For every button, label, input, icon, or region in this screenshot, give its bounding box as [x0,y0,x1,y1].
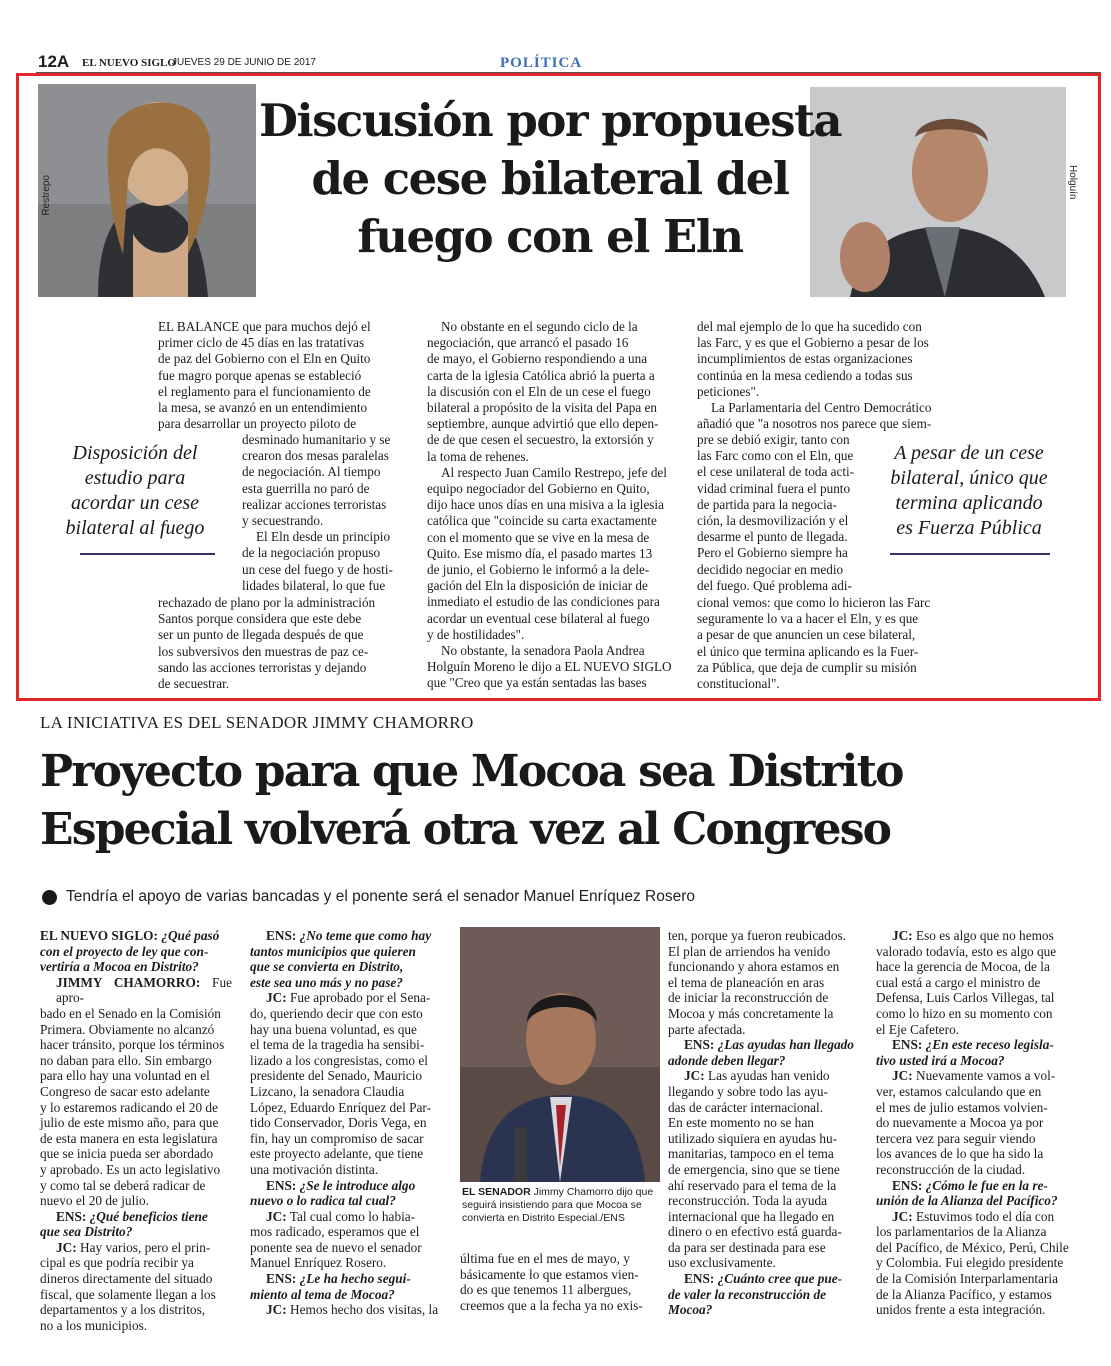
answer-line: el tema de planeación en aras [668,974,825,990]
restrepo-photo [38,84,256,297]
issue-date: JUEVES 29 DE JUNIO DE 2017 [172,57,316,68]
text-line: la toma de rehenes. [427,448,529,464]
speaker: JC: [56,1239,77,1255]
question-line: ¿Las ayudas han llegado [714,1037,854,1053]
answer-line: Congreso de sacar esto adelante [40,1083,210,1099]
question-line: con el proyecto de ley que con- [40,943,209,959]
answer-line: tido Conservador, Doris Vega, en [250,1115,427,1131]
answer-line: fiscal, que solamente llegan a los [40,1286,216,1302]
chamorro-photo-caption [462,1186,660,1225]
answer-line: reconstrucción. Toda la ayuda [668,1193,828,1209]
answer-line: los avances de lo que ha sido la [876,1146,1044,1162]
answer-line: no daban para ello. Sin embargo [40,1052,212,1068]
story2-col1 [40,928,232,1333]
answer-line: de la Alianza Pacífico, y estamos [876,1286,1052,1302]
answer-line: fin, hay un compromiso de sacar [250,1130,424,1146]
pull-line: Disposición del [72,442,198,464]
text-line: católica que "coincide su carta exactamente [427,513,657,529]
text-line: No obstante en el segundo ciclo de la [441,319,638,334]
text-line: ser un punto de llegada después de que [158,627,364,643]
text-line: a pesar de que anuncien un cese bilateral, [697,627,916,643]
answer-line: reconstrucción de la ciudad. [876,1161,1026,1177]
caption-text: Jimmy Chamorro dijo que seguirá insistiendo para que Mocoa se convierta en Distrito Especial./ENS [462,1186,654,1224]
text-line: incumplimientos de estas organizaciones [697,351,913,367]
text-line: el cese unilateral de toda acti- [697,464,855,480]
answer-line: última fue en el mes de mayo, y [460,1251,630,1266]
speaker: JC: [266,1302,287,1318]
question-line: de valer la reconstrucción de [668,1286,827,1302]
answer-line: funcionando y ahora estamos en [668,959,840,975]
text-line: inmediato el estudio de las condiciones para [427,594,660,610]
question-line: vertiría a Mocoa en Distrito? [40,959,199,975]
text-line: cional vemos: que como lo hicieron las Farc [697,595,931,610]
text-line: continúa en la mesa cediendo a todas sus [697,367,913,383]
text-line: El Eln desde un principio [256,529,391,545]
answer-line: ten, porque ya fueron reubicados. [668,928,846,943]
text-line: Quito. Ese mismo día, el pasado martes 13 [427,545,653,561]
answer-line: Nuevamente vamos a vol- [912,1068,1056,1084]
question-line: que se convierta en Distrito, [250,959,404,975]
answer-line: presidente del Senado, Mauricio [250,1068,423,1084]
question-line: miento al tema de Mocoa? [250,1286,395,1302]
text-line: las Farc, y es que el Gobierno a pesar de los [697,335,929,351]
story2-kicker: LA INICIATIVA ES DEL SENADOR JIMMY CHAMORRO [40,713,474,732]
text-line: la discusión con el Eln de un cese el fuego [427,383,651,399]
speaker: ENS: [56,1208,87,1224]
answer-line: hace la gerencia de Mocoa, de la [876,959,1050,975]
restrepo-caption: Restrepo [41,175,52,216]
speaker: JC: [266,1208,287,1224]
answer-line: Fue apro- [56,974,232,1006]
answer-line: Hay varios, pero el prin- [76,1239,211,1255]
answer-line: do, queriendo decir que con esto [250,1005,423,1021]
text-line: para desarrollar un proyecto piloto de [158,416,357,432]
answer-line: valorado todavía, esto es algo que [876,943,1057,959]
answer-line: internacional que ha llegado en [668,1208,835,1224]
text-line: de partida para la negocia- [697,496,837,512]
story2-col5 [876,928,1070,1318]
text-line: Pero el Gobierno siempre ha [697,545,848,561]
answer-line: que se inicia pueda ser abordado [40,1146,214,1162]
text-line: Al respecto Juan Camilo Restrepo, jefe del [441,464,667,480]
text-line: realizar acciones terroristas [242,496,387,512]
story1-col3-top [697,319,949,432]
answer-line: Las ayudas han venido [704,1068,830,1084]
answer-line: llegando y sobre todo las ayu- [668,1083,828,1099]
text-line: de negociación. Al tiempo [242,464,381,480]
speaker: JC: [892,928,913,943]
answer-line: el mes de julio estamos volvien- [876,1099,1048,1115]
answer-line: mos radicado, esperamos que el [250,1224,420,1240]
answer-line: el tema de la tragedia ha sensibi- [250,1037,425,1053]
section-name: POLÍTICA [500,55,583,71]
story2-col3-bottom [460,1251,660,1313]
question-line: tivo usted irá a Mocoa? [876,1052,1005,1068]
speaker: ENS: [892,1177,923,1193]
text-line: de junio, el Gobierno le informó a la dele- [427,562,650,578]
answer-line: del Pacífico, de México, Perú, Chile [876,1239,1069,1255]
newspaper-name: EL NUEVO SIGLO [82,57,176,69]
text-line: de paz del Gobierno con el Eln en Quito [158,351,371,367]
text-line: desarme el punto de llegada. [697,529,848,545]
text-line: primer ciclo de 45 días en las tratativas [158,335,365,351]
text-line: de de que cesen el secuestro, la extorsión y [427,432,654,448]
text-line: ción, la desmovilización y el [697,513,849,529]
text-line: de mayo, el Gobierno respondiendo a una [427,351,648,367]
answer-line: Manuel Enríquez Rosero. [250,1255,387,1271]
speaker: JC: [892,1208,913,1224]
text-line: Santos porque considera que este debe [158,611,362,627]
pull-rule-right [890,553,1050,555]
text-line: seguramente lo va a hacer el Eln, y es que [697,611,919,627]
text-line: las Farc como con el Eln, que [697,448,854,464]
text-line: crearon dos mesas paralelas [242,448,389,464]
text-line: del mal ejemplo de lo que ha sucedido con [697,319,922,334]
answer-line: los parlamentarios de la Alianza [876,1224,1047,1240]
question-line: ¿Cuánto cree que pue- [714,1271,843,1287]
story2-subtitle: Tendría el apoyo de varias bancadas y el ponente será el senador Manuel Enríquez Rosero [66,888,696,905]
answer-line: como lo hizo en su momento con [876,1005,1053,1021]
speaker: ENS: [684,1037,715,1053]
answer-line: el Eje Cafetero. [876,1021,960,1037]
text-line: La Parlamentaria del Centro Democrático [711,400,932,416]
text-line: acordar un eventual cese bilateral al fuego [427,610,650,626]
story1-col2 [427,319,678,692]
answer-line: unidos frente a esta integración. [876,1302,1046,1318]
text-line: el único que termina aplicando es la Fuer- [697,643,919,659]
text-line: del fuego. Qué problema adi- [697,577,852,593]
bullet-icon [42,890,57,905]
answer-line: ahí reservado para el tema de la [668,1177,837,1193]
answer-line: parte afectada. [668,1021,746,1037]
page-number: 12A [38,52,70,71]
answer-line: y como tal se deberá radicar de [40,1177,206,1193]
question-line: Mocoa? [668,1302,713,1318]
answer-line: do es que tenemos 11 albergues, [460,1282,632,1298]
pull-line: bilateral al fuego [65,517,205,539]
holguin-caption: Holguín [1067,165,1078,200]
story2-col4 [668,928,860,1318]
question-line: nuevo o lo radica tal cual? [250,1193,396,1209]
text-line: decidido negociar en medio [697,561,844,577]
text-line: septiembre, aunque advirtió que ello depen- [427,416,659,432]
text-line: de secuestrar. [158,676,230,692]
answer-line: y lo estaremos radicando el 20 de [40,1099,218,1115]
story1-col1-bottom [158,595,409,692]
pull-line: termina aplicando [895,492,1043,514]
answer-line: López, Eduardo Enríquez del Par- [250,1099,432,1115]
answer-line: ver, estamos calculando que en [876,1083,1042,1099]
answer-line: ponente sea de nuevo el senador [250,1239,422,1255]
answer-line: dinero o en efectivo está guarda- [668,1224,842,1240]
text-line: de la negociación propuso [242,545,381,561]
text-line: carta de la iglesia Católica abrió la puerta a [427,367,655,383]
answer-line: dineros directamente del situado [40,1271,213,1287]
text-line: fue magro porque apenas se estableció [158,367,362,383]
answer-line: Mocoa y más concretamente la [668,1005,834,1021]
caption-lead: EL SENADOR [462,1186,531,1198]
text-line: dijo hace unos días en una misiva a la iglesia [427,497,664,513]
question-line: tantos municipios que quieren [250,943,416,959]
pull-rule-left [80,553,215,555]
answer-line: hacer tránsito, porque los términos [40,1037,225,1053]
answer-line: hay una buena voluntad, es que [250,1021,417,1037]
text-line: con el momento que se vive en la mesa de [427,529,650,545]
answer-line: cipal es que podría recibir ya [40,1255,194,1271]
answer-line: julio de este mismo año, para que [40,1115,219,1131]
story1-pull-quote-left [50,441,220,541]
story1-pull-quote-right [874,441,1064,541]
answer-line: Primera. Obviamente no alcanzó [40,1021,215,1037]
answer-line: En este momento no se han [668,1115,814,1131]
text-line: za Pública, que deja de cumplir su misión [697,659,917,675]
answer-line: Defensa, Luis Carlos Villegas, tal [876,990,1055,1006]
answer-line: básicamente lo que estamos vien- [460,1266,639,1282]
answer-line: y aprobado. Es un acto legislativo [40,1161,221,1177]
text-line: lidades bilateral, lo que fue [242,577,386,593]
pull-line: acordar un cese [70,492,200,514]
speaker: ENS: [266,1271,297,1287]
text-line: bilateral a propósito de la visita del Papa en [427,400,657,416]
story1-col3-narrow [697,432,865,594]
answer-line: no a los municipios. [40,1317,148,1333]
text-line: EL BALANCE que para muchos dejó el [158,319,371,334]
speaker: ENS: [892,1037,923,1053]
answer-line: y Colombia. Fui elegido presidente [876,1255,1064,1271]
speaker: ENS: [266,1177,297,1193]
text-line: y secuestrando. [242,513,324,529]
headline-line: Especial volverá otra vez al Congreso [40,804,891,855]
text-line: pre se debió exigir, tanto con [697,432,850,447]
answer-line: manitarias, tampoco en el tema [668,1146,834,1162]
question-line: ¿Le ha hecho segui- [296,1271,411,1287]
text-line: negociación, que arrancó el pasado 16 [427,335,629,351]
answer-line: uso exclusivamente. [668,1255,776,1271]
pull-line: A pesar de un cese [894,442,1044,464]
question-line: este sea uno más y no pase? [250,974,403,990]
story2-col2 [250,928,442,1318]
text-line: No obstante, la senadora Paola Andrea [441,643,645,659]
answer-line: bado en el Senado en la Comisión [40,1005,221,1021]
text-line: sando las acciones terroristas y dejando [158,659,367,675]
story1-headline [240,92,860,266]
headline-line: fuego con el Eln [357,210,743,263]
question-line: ¿Cómo le fue en la re- [922,1177,1048,1193]
text-line: esta guerrilla no paró de [242,480,370,496]
answer-line: este proyecto adelante, que tiene [250,1146,424,1162]
text-line: rechazado de plano por la administración [158,595,376,610]
pull-line: bilateral, único que [890,467,1048,489]
answer-line: El plan de arriendos ha venido [668,943,831,959]
question-line: ¿No teme que como hay [296,928,432,943]
text-line: gación del Eln la disposición de iniciar de [427,578,648,594]
answer-line: Eso es algo que no hemos [912,928,1054,943]
question-line: unión de la Alianza del Pacífico? [876,1193,1058,1209]
answer-line: de emergencia, sino que se tiene [668,1161,840,1177]
text-line: y de hostilidades". [427,626,525,642]
answer-line: cual está a cargo el ministro de [876,974,1041,990]
answer-line: Tal cual como lo habia- [286,1208,416,1224]
question-line: ¿Qué beneficios tiene [86,1208,208,1224]
answer-line: Lizcano, la senadora Claudia [250,1083,405,1099]
question-line: ¿En este receso legisla- [922,1037,1054,1053]
question-line: adonde deben llegar? [668,1052,786,1068]
speaker: JIMMY CHAMORRO: [56,974,201,990]
text-line: añadió que "a nosotros nos parece que siem- [697,416,932,432]
text-line: equipo negociador del Gobierno en Quito, [427,481,650,497]
answer-line: de esta manera en esta legislatura [40,1130,218,1146]
text-line: que "Creo que ya están sentadas las bases [427,675,647,691]
question-line: que sea Distrito? [40,1224,133,1240]
answer-line: Hemos hecho dos visitas, la [286,1302,439,1318]
answer-line: da para ser destinada para ese [668,1239,826,1255]
answer-line: Estuvimos todo el día con [912,1208,1055,1224]
headline-line: de cese bilateral del [311,152,789,205]
story1-col1-top [158,319,409,432]
answer-line: de iniciar la reconstrucción de [668,990,829,1006]
answer-line: nuevo el 20 de julio. [40,1193,149,1209]
text-line: Holguín Moreno le dijo a EL NUEVO SIGLO [427,659,672,675]
headline-line: Proyecto para que Mocoa sea Distrito [40,746,903,797]
speaker: JC: [684,1068,705,1084]
text-line: desminado humanitario y se [242,432,391,447]
story2-headline [40,743,1090,859]
answer-line: das de carácter internacional. [668,1099,824,1115]
text-line: los subversivos den muestras de paz ce- [158,643,369,659]
answer-line: una motivación distinta. [250,1161,379,1177]
text-line: la mesa, se avanzó en un entendimiento [158,400,368,416]
question-line: ¿Qué pasó [157,928,220,943]
speaker: JC: [892,1068,913,1084]
answer-line: lizado a los congresistas, como el [250,1052,428,1068]
answer-line: creemos que a la fecha ya no exis- [460,1297,643,1313]
speaker: JC: [266,990,287,1006]
chamorro-photo [460,927,660,1182]
text-line: constitucional". [697,676,780,692]
headline-line: Discusión por propuesta [258,94,842,147]
text-line: un cese del fuego y de hosti- [242,561,393,577]
pull-line: estudio para [84,467,186,489]
answer-line: tercera vez para seguir viendo [876,1130,1036,1146]
answer-line: utilizado siquiera en ayudas hu- [668,1130,838,1146]
question-line: ¿Se le introduce algo [296,1177,416,1193]
speaker: ENS: [266,928,297,943]
text-line: vidad criminal fuera el punto [697,480,851,496]
story1-col3-bottom [697,595,949,692]
speaker: ENS: [684,1271,715,1287]
answer-line: Fue aprobado por el Sena- [286,990,431,1006]
speaker: EL NUEVO SIGLO: [40,928,158,943]
answer-line: de la Comisión Interparlamentaria [876,1271,1059,1287]
text-line: peticiones". [697,383,760,399]
answer-line: do nuevamente a Mocoa ya por [876,1115,1044,1131]
answer-line: para ello hay una voluntad en el [40,1068,210,1084]
text-line: el reglamento para el funcionamiento de [158,383,371,399]
story1-col1-narrow [242,432,409,594]
pull-line: es Fuerza Pública [896,517,1042,539]
answer-line: departamentos y a los distritos, [40,1302,206,1318]
